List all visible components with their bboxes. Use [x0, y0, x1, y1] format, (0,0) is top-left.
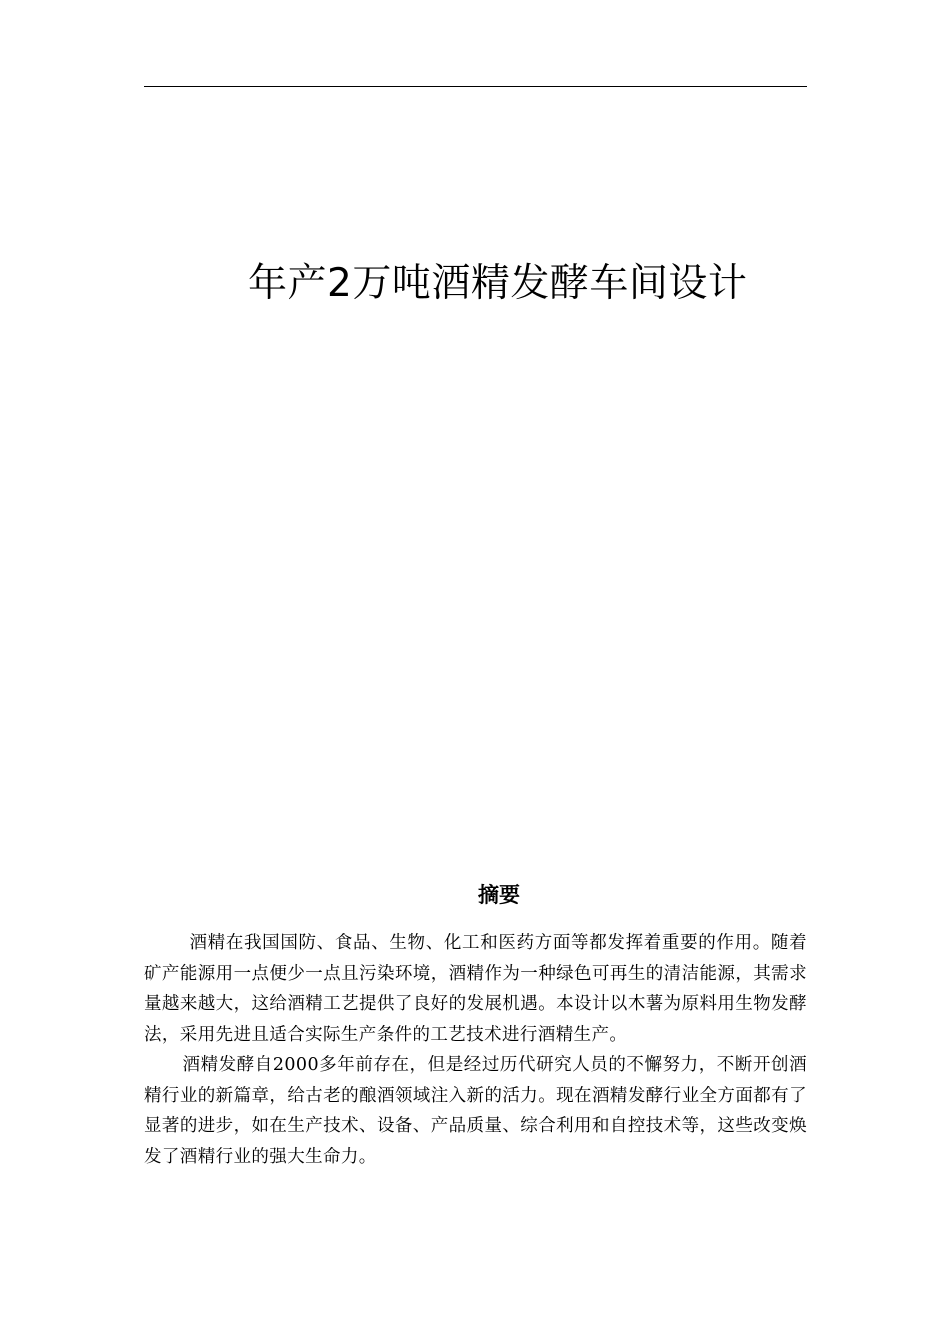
header-rule [144, 86, 807, 87]
document-title: 年产2万吨酒精发酵车间设计 [248, 261, 748, 306]
abstract-heading: 摘要 [478, 883, 520, 907]
abstract-body [144, 928, 807, 1172]
abstract-paragraph-1: 酒精在我国国防、食品、生物、化工和医药方面等都发挥着重要的作用。随着矿产能源用一点便少一点且污染环境，酒精作为一种绿色可再生的清洁能源，其需求量越来越大，这给酒精工艺提供了良好的发展机遇。本设计以木薯为原料用生物发酵法，采用先进且适合实际生产条件的工艺技术进行酒精生产。 [144, 933, 807, 1045]
abstract-paragraph-2: 酒精发酵自2000多年前存在，但是经过历代研究人员的不懈努力，不断开创酒精行业的新篇章，给古老的酿酒领域注入新的活力。现在酒精发酵行业全方面都有了显著的进步，如在生产技术、设备、产品质量、综合利用和自控技术等，这些改变焕发了酒精行业的强大生命力。 [144, 1055, 807, 1167]
